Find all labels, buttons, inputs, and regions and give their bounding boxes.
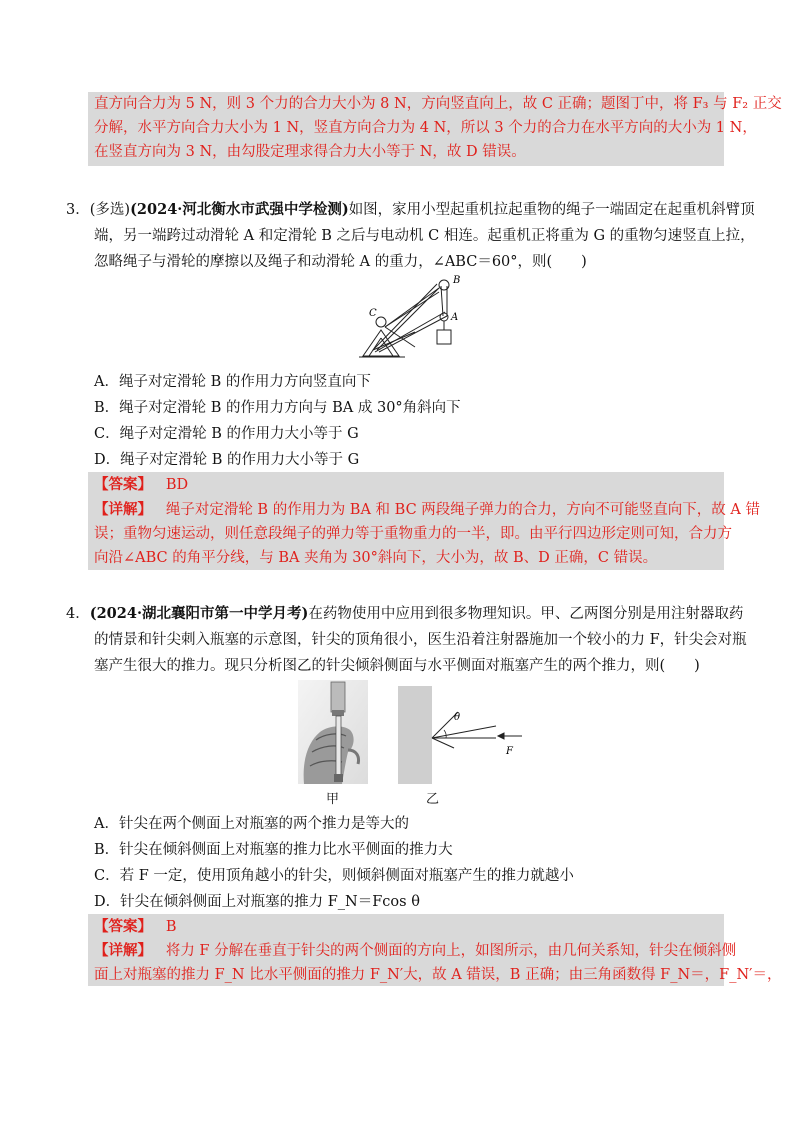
top-explanation-line-1: 直方向合力为 5 N，则 3 个力的合力大小为 8 N，方向竖直向上，故 C 正确；题图丁中，将 F₃ 与 F₂ 正交 [94,96,782,112]
q4-answer-value: B [165,919,177,935]
q3-tag: (多选) [89,202,131,218]
q3-answer-line [94,475,188,495]
q4-detail-label: 【详解】 [94,942,152,959]
q3-option-d: D．绳子对定滑轮 B 的作用力大小等于 G [94,452,360,468]
q3-detail-label: 【详解】 [94,501,152,518]
q3-source: (2024·河北衡水市武强中学检测) [130,201,349,218]
q3-answer-value: BD [165,477,189,493]
q4-answer-label: 【答案】 [94,918,152,935]
q3-label-b: B [453,275,461,286]
q4-answer-line [94,917,176,937]
q3-label-c: C [369,308,377,319]
q3-stem-line-3: 忽略绳子与滑轮的摩擦以及绳子和动滑轮 A 的重力，∠ABC＝60°，则( ) [94,254,587,270]
q4-detail-line-1 [94,941,736,961]
top-explanation-line-2: 分解，水平方向合力大小为 1 N，竖直方向合力为 4 N，所以 3 个力的合力在水平方向的大小为 1 N， [94,120,757,136]
q3-option-b: B．绳子对定滑轮 B 的作用力方向与 BA 成 30°角斜向下 [94,400,461,416]
q4-number: 4． [66,606,90,622]
q3-option-a: A．绳子对定滑轮 B 的作用力方向竖直向下 [94,374,371,390]
q4-option-a: A．针尖在两个侧面上对瓶塞的两个推力是等大的 [94,816,409,832]
q4-stem-line-3: 塞产生很大的推力。现只分析图乙的针尖倾斜侧面与水平侧面对瓶塞产生的两个推力，则( ) [94,658,700,674]
q3-stem-line-2: 端，另一端跨过动滑轮 A 和定滑轮 B 之后与电动机 C 相连。起重机正将重为 G 的重物匀速竖直上拉， [94,228,755,244]
q3-detail-text-1: 绳子对定滑轮 B 的作用力为 BA 和 BC 两段绳子弹力的合力，方向不可能竖直向下，故 A 错 [165,502,760,518]
q3-detail-line-2: 误；重物匀速运动，则任意段绳子的弹力等于重物重力的一半，即。由平行四边形定则可知，合力方 [94,526,732,542]
q4-detail-line-2: 面上对瓶塞的推力 F_N 比水平侧面的推力 F_N′大，故 A 错误，B 正确；由三角函数得 F_N＝，F_N′＝， [94,967,782,983]
q3-option-c: C．绳子对定滑轮 B 的作用力大小等于 G [94,426,359,442]
q4-stem-line-2: 的情景和针尖刺入瓶塞的示意图，针尖的顶角很小，医生沿着注射器施加一个较小的力 F，针尖会对瓶 [94,632,747,648]
q4-stem-line-1 [66,604,743,624]
q4-stem-text-1: 在药物使用中应用到很多物理知识。甲、乙两图分别是用注射器取药 [308,606,744,622]
q4-label-theta: θ [454,712,461,723]
q4-detail-text-1: 将力 F 分解在垂直于针尖的两个侧面的方向上，如图所示，由几何关系知，针尖在倾斜侧 [165,943,737,959]
q4-caption-jia: 甲 [326,792,340,807]
q3-answer-label: 【答案】 [94,476,152,493]
q4-label-force: F [506,746,513,757]
q4-syringe-photo [298,680,368,784]
q3-crane-figure [355,272,470,360]
q3-number: 3． [66,202,90,218]
q3-detail-line-1 [94,500,760,520]
q4-source: (2024·湖北襄阳市第一中学月考) [89,605,309,622]
q3-stem-line-1 [66,200,755,220]
q3-stem-text-1: 如图，家用小型起重机拉起重物的绳子一端固定在起重机斜臂顶 [348,202,755,218]
q3-detail-line-3: 向沿∠ABC 的角平分线，与 BA 夹角为 30°斜向下，大小为，故 B、D 正确，C 错误。 [94,550,658,566]
q4-option-c: C．若 F 一定，使用顶角越小的针尖，则倾斜侧面对瓶塞产生的推力就越小 [94,868,574,884]
q4-option-d: D．针尖在倾斜侧面上对瓶塞的推力 F_N＝Fcos θ [94,894,420,910]
top-explanation-line-3: 在竖直方向为 3 N，由勾股定理求得合力大小等于 N，故 D 错误。 [94,144,526,160]
q4-caption-yi: 乙 [426,792,440,807]
q4-needle-diagram [398,686,526,784]
q3-label-a: A [451,312,459,323]
q4-option-b: B．针尖在倾斜侧面上对瓶塞的推力比水平侧面的推力大 [94,842,453,858]
